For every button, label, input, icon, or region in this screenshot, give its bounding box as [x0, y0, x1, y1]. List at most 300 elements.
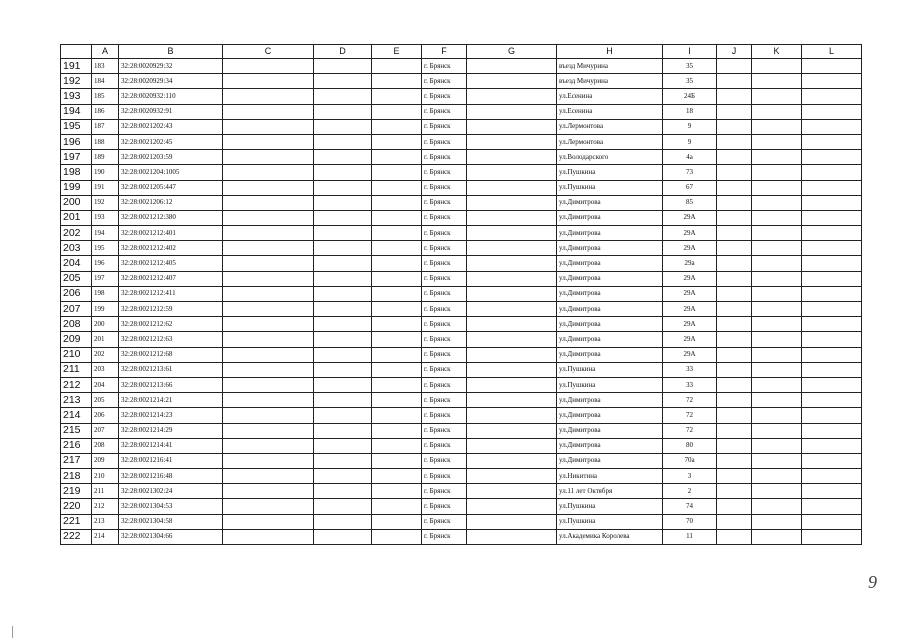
row-number[interactable]: 200	[61, 195, 92, 210]
cell-d[interactable]	[314, 453, 372, 468]
cell-j[interactable]	[717, 362, 752, 377]
cell-c[interactable]	[223, 347, 314, 362]
cell-i[interactable]: 29а	[663, 256, 717, 271]
row-number[interactable]: 218	[61, 469, 92, 484]
cell-c[interactable]	[223, 150, 314, 165]
cell-d[interactable]	[314, 362, 372, 377]
cell-a[interactable]: 186	[92, 104, 119, 119]
cell-l[interactable]	[802, 134, 862, 149]
cell-i[interactable]: 29А	[663, 210, 717, 225]
cell-b[interactable]: 32:28:0021212:380	[119, 210, 223, 225]
cell-e[interactable]	[372, 514, 422, 529]
cell-c[interactable]	[223, 302, 314, 317]
cell-b[interactable]: 32:28:0021214:41	[119, 438, 223, 453]
cell-c[interactable]	[223, 514, 314, 529]
cell-j[interactable]	[717, 271, 752, 286]
cell-i[interactable]: 9	[663, 119, 717, 134]
cell-d[interactable]	[314, 438, 372, 453]
cell-k[interactable]	[752, 377, 802, 392]
cell-d[interactable]	[314, 514, 372, 529]
cell-g[interactable]	[467, 241, 557, 256]
cell-b[interactable]: 32:28:0021216:48	[119, 469, 223, 484]
cell-d[interactable]	[314, 317, 372, 332]
cell-g[interactable]	[467, 438, 557, 453]
cell-f[interactable]: г. Брянск	[422, 393, 467, 408]
cell-l[interactable]	[802, 165, 862, 180]
cell-h[interactable]: ул.Пушкина	[557, 377, 663, 392]
cell-c[interactable]	[223, 165, 314, 180]
cell-l[interactable]	[802, 469, 862, 484]
cell-i[interactable]: 29А	[663, 317, 717, 332]
cell-j[interactable]	[717, 74, 752, 89]
cell-f[interactable]: г. Брянск	[422, 286, 467, 301]
cell-e[interactable]	[372, 362, 422, 377]
cell-l[interactable]	[802, 438, 862, 453]
cell-b[interactable]: 32:28:0021206:12	[119, 195, 223, 210]
cell-a[interactable]: 188	[92, 134, 119, 149]
cell-h[interactable]: ул.Димитрова	[557, 241, 663, 256]
cell-e[interactable]	[372, 286, 422, 301]
cell-i[interactable]: 33	[663, 362, 717, 377]
cell-a[interactable]: 195	[92, 241, 119, 256]
cell-g[interactable]	[467, 210, 557, 225]
cell-e[interactable]	[372, 499, 422, 514]
row-number[interactable]: 205	[61, 271, 92, 286]
cell-j[interactable]	[717, 377, 752, 392]
row-number[interactable]: 207	[61, 302, 92, 317]
cell-g[interactable]	[467, 165, 557, 180]
cell-l[interactable]	[802, 210, 862, 225]
cell-f[interactable]: г. Брянск	[422, 210, 467, 225]
cell-j[interactable]	[717, 180, 752, 195]
cell-k[interactable]	[752, 150, 802, 165]
cell-a[interactable]: 196	[92, 256, 119, 271]
cell-d[interactable]	[314, 210, 372, 225]
cell-j[interactable]	[717, 119, 752, 134]
cell-c[interactable]	[223, 226, 314, 241]
cell-l[interactable]	[802, 150, 862, 165]
cell-e[interactable]	[372, 377, 422, 392]
row-number[interactable]: 222	[61, 529, 92, 544]
row-number[interactable]: 208	[61, 317, 92, 332]
cell-c[interactable]	[223, 469, 314, 484]
cell-f[interactable]: г. Брянск	[422, 362, 467, 377]
cell-e[interactable]	[372, 469, 422, 484]
cell-k[interactable]	[752, 74, 802, 89]
row-number[interactable]: 198	[61, 165, 92, 180]
cell-b[interactable]: 32:28:0020929:34	[119, 74, 223, 89]
cell-d[interactable]	[314, 484, 372, 499]
cell-e[interactable]	[372, 256, 422, 271]
cell-e[interactable]	[372, 302, 422, 317]
cell-e[interactable]	[372, 165, 422, 180]
cell-h[interactable]: ул.11 лет Октября	[557, 484, 663, 499]
cell-j[interactable]	[717, 150, 752, 165]
cell-k[interactable]	[752, 226, 802, 241]
cell-c[interactable]	[223, 362, 314, 377]
cell-i[interactable]: 85	[663, 195, 717, 210]
cell-c[interactable]	[223, 332, 314, 347]
cell-i[interactable]: 67	[663, 180, 717, 195]
cell-c[interactable]	[223, 210, 314, 225]
cell-a[interactable]: 197	[92, 271, 119, 286]
cell-b[interactable]: 32:28:0021212:407	[119, 271, 223, 286]
cell-i[interactable]: 2	[663, 484, 717, 499]
cell-c[interactable]	[223, 529, 314, 544]
cell-k[interactable]	[752, 271, 802, 286]
cell-d[interactable]	[314, 74, 372, 89]
cell-k[interactable]	[752, 453, 802, 468]
cell-b[interactable]: 32:28:0021304:58	[119, 514, 223, 529]
cell-h[interactable]: ул.Лермонтова	[557, 119, 663, 134]
cell-j[interactable]	[717, 499, 752, 514]
cell-c[interactable]	[223, 377, 314, 392]
row-number[interactable]: 211	[61, 362, 92, 377]
row-number[interactable]: 199	[61, 180, 92, 195]
cell-k[interactable]	[752, 89, 802, 104]
cell-d[interactable]	[314, 271, 372, 286]
cell-k[interactable]	[752, 408, 802, 423]
cell-i[interactable]: 4а	[663, 150, 717, 165]
cell-a[interactable]: 193	[92, 210, 119, 225]
cell-h[interactable]: ул.Димитрова	[557, 347, 663, 362]
cell-g[interactable]	[467, 362, 557, 377]
cell-j[interactable]	[717, 332, 752, 347]
cell-i[interactable]: 29А	[663, 302, 717, 317]
cell-f[interactable]: г. Брянск	[422, 150, 467, 165]
cell-e[interactable]	[372, 484, 422, 499]
cell-l[interactable]	[802, 347, 862, 362]
cell-g[interactable]	[467, 469, 557, 484]
cell-l[interactable]	[802, 74, 862, 89]
cell-j[interactable]	[717, 469, 752, 484]
cell-a[interactable]: 202	[92, 347, 119, 362]
cell-a[interactable]: 201	[92, 332, 119, 347]
cell-f[interactable]: г. Брянск	[422, 469, 467, 484]
cell-d[interactable]	[314, 241, 372, 256]
cell-i[interactable]: 72	[663, 393, 717, 408]
cell-k[interactable]	[752, 362, 802, 377]
cell-d[interactable]	[314, 89, 372, 104]
cell-b[interactable]: 32:28:0021202:45	[119, 134, 223, 149]
cell-i[interactable]: 35	[663, 74, 717, 89]
row-number[interactable]: 210	[61, 347, 92, 362]
cell-a[interactable]: 189	[92, 150, 119, 165]
row-number[interactable]: 212	[61, 377, 92, 392]
cell-a[interactable]: 213	[92, 514, 119, 529]
cell-f[interactable]: г. Брянск	[422, 74, 467, 89]
cell-d[interactable]	[314, 226, 372, 241]
cell-c[interactable]	[223, 484, 314, 499]
cell-b[interactable]: 32:28:0021212:59	[119, 302, 223, 317]
cell-f[interactable]: г. Брянск	[422, 119, 467, 134]
cell-b[interactable]: 32:28:0021212:402	[119, 241, 223, 256]
cell-e[interactable]	[372, 408, 422, 423]
cell-f[interactable]: г. Брянск	[422, 195, 467, 210]
cell-b[interactable]: 32:28:0021214:21	[119, 393, 223, 408]
cell-l[interactable]	[802, 226, 862, 241]
cell-g[interactable]	[467, 74, 557, 89]
cell-c[interactable]	[223, 195, 314, 210]
row-number[interactable]: 193	[61, 89, 92, 104]
cell-d[interactable]	[314, 180, 372, 195]
cell-g[interactable]	[467, 423, 557, 438]
cell-k[interactable]	[752, 514, 802, 529]
cell-b[interactable]: 32:28:0021213:66	[119, 377, 223, 392]
cell-e[interactable]	[372, 529, 422, 544]
cell-j[interactable]	[717, 393, 752, 408]
cell-b[interactable]: 32:28:0021203:59	[119, 150, 223, 165]
cell-e[interactable]	[372, 438, 422, 453]
cell-j[interactable]	[717, 514, 752, 529]
cell-i[interactable]: 73	[663, 165, 717, 180]
cell-c[interactable]	[223, 499, 314, 514]
cell-g[interactable]	[467, 453, 557, 468]
cell-a[interactable]: 207	[92, 423, 119, 438]
cell-a[interactable]: 203	[92, 362, 119, 377]
cell-i[interactable]: 70	[663, 514, 717, 529]
cell-f[interactable]: г. Брянск	[422, 499, 467, 514]
cell-h[interactable]: ул.Димитрова	[557, 393, 663, 408]
cell-d[interactable]	[314, 408, 372, 423]
cell-a[interactable]: 185	[92, 89, 119, 104]
cell-h[interactable]: ул.Димитрова	[557, 210, 663, 225]
cell-l[interactable]	[802, 317, 862, 332]
row-number[interactable]: 195	[61, 119, 92, 134]
cell-g[interactable]	[467, 271, 557, 286]
cell-l[interactable]	[802, 453, 862, 468]
cell-g[interactable]	[467, 119, 557, 134]
cell-a[interactable]: 183	[92, 59, 119, 74]
cell-l[interactable]	[802, 514, 862, 529]
cell-e[interactable]	[372, 241, 422, 256]
cell-a[interactable]: 206	[92, 408, 119, 423]
row-number[interactable]: 216	[61, 438, 92, 453]
cell-i[interactable]: 29А	[663, 271, 717, 286]
cell-d[interactable]	[314, 150, 372, 165]
cell-b[interactable]: 32:28:0021204:1005	[119, 165, 223, 180]
cell-f[interactable]: г. Брянск	[422, 332, 467, 347]
cell-h[interactable]: ул.Есенина	[557, 89, 663, 104]
cell-e[interactable]	[372, 423, 422, 438]
cell-c[interactable]	[223, 286, 314, 301]
cell-g[interactable]	[467, 302, 557, 317]
cell-f[interactable]: г. Брянск	[422, 529, 467, 544]
cell-c[interactable]	[223, 438, 314, 453]
cell-d[interactable]	[314, 302, 372, 317]
cell-i[interactable]: 72	[663, 423, 717, 438]
cell-k[interactable]	[752, 484, 802, 499]
cell-j[interactable]	[717, 241, 752, 256]
cell-l[interactable]	[802, 195, 862, 210]
cell-b[interactable]: 32:28:0021214:23	[119, 408, 223, 423]
cell-d[interactable]	[314, 423, 372, 438]
row-number[interactable]: 201	[61, 210, 92, 225]
cell-f[interactable]: г. Брянск	[422, 134, 467, 149]
cell-l[interactable]	[802, 423, 862, 438]
cell-e[interactable]	[372, 119, 422, 134]
cell-e[interactable]	[372, 453, 422, 468]
row-number[interactable]: 221	[61, 514, 92, 529]
cell-i[interactable]: 29А	[663, 286, 717, 301]
cell-k[interactable]	[752, 104, 802, 119]
cell-j[interactable]	[717, 256, 752, 271]
cell-d[interactable]	[314, 195, 372, 210]
cell-g[interactable]	[467, 195, 557, 210]
cell-i[interactable]: 9	[663, 134, 717, 149]
cell-g[interactable]	[467, 347, 557, 362]
cell-d[interactable]	[314, 529, 372, 544]
cell-f[interactable]: г. Брянск	[422, 302, 467, 317]
cell-g[interactable]	[467, 256, 557, 271]
cell-f[interactable]: г. Брянск	[422, 241, 467, 256]
cell-l[interactable]	[802, 256, 862, 271]
cell-g[interactable]	[467, 150, 557, 165]
cell-e[interactable]	[372, 89, 422, 104]
cell-d[interactable]	[314, 499, 372, 514]
cell-b[interactable]: 32:28:0021214:29	[119, 423, 223, 438]
cell-a[interactable]: 214	[92, 529, 119, 544]
cell-j[interactable]	[717, 438, 752, 453]
cell-h[interactable]: ул.Димитрова	[557, 195, 663, 210]
cell-i[interactable]: 11	[663, 529, 717, 544]
cell-a[interactable]: 192	[92, 195, 119, 210]
cell-h[interactable]: ул.Пушкина	[557, 514, 663, 529]
row-number[interactable]: 213	[61, 393, 92, 408]
cell-f[interactable]: г. Брянск	[422, 347, 467, 362]
cell-c[interactable]	[223, 89, 314, 104]
cell-d[interactable]	[314, 377, 372, 392]
cell-i[interactable]: 35	[663, 59, 717, 74]
cell-e[interactable]	[372, 195, 422, 210]
cell-b[interactable]: 32:28:0021212:63	[119, 332, 223, 347]
cell-l[interactable]	[802, 499, 862, 514]
cell-e[interactable]	[372, 59, 422, 74]
cell-i[interactable]: 70а	[663, 453, 717, 468]
row-number[interactable]: 192	[61, 74, 92, 89]
cell-j[interactable]	[717, 134, 752, 149]
cell-e[interactable]	[372, 210, 422, 225]
cell-h[interactable]: ул.Димитрова	[557, 226, 663, 241]
cell-h[interactable]: ул.Академика Королева	[557, 529, 663, 544]
cell-d[interactable]	[314, 134, 372, 149]
cell-j[interactable]	[717, 529, 752, 544]
cell-c[interactable]	[223, 104, 314, 119]
cell-g[interactable]	[467, 529, 557, 544]
cell-j[interactable]	[717, 484, 752, 499]
cell-e[interactable]	[372, 74, 422, 89]
cell-l[interactable]	[802, 302, 862, 317]
cell-h[interactable]: ул.Володарского	[557, 150, 663, 165]
cell-a[interactable]: 211	[92, 484, 119, 499]
cell-k[interactable]	[752, 438, 802, 453]
cell-f[interactable]: г. Брянск	[422, 271, 467, 286]
cell-f[interactable]: г. Брянск	[422, 59, 467, 74]
cell-h[interactable]: ул.Димитрова	[557, 256, 663, 271]
cell-h[interactable]: ул.Пушкина	[557, 499, 663, 514]
cell-d[interactable]	[314, 332, 372, 347]
cell-l[interactable]	[802, 241, 862, 256]
cell-e[interactable]	[372, 104, 422, 119]
cell-j[interactable]	[717, 423, 752, 438]
cell-l[interactable]	[802, 332, 862, 347]
cell-h[interactable]: ул.Димитрова	[557, 453, 663, 468]
row-number[interactable]: 203	[61, 241, 92, 256]
cell-g[interactable]	[467, 332, 557, 347]
cell-b[interactable]: 32:28:0021213:61	[119, 362, 223, 377]
cell-a[interactable]: 204	[92, 377, 119, 392]
cell-c[interactable]	[223, 74, 314, 89]
cell-f[interactable]: г. Брянск	[422, 438, 467, 453]
cell-c[interactable]	[223, 408, 314, 423]
cell-g[interactable]	[467, 317, 557, 332]
cell-h[interactable]: ул.Димитрова	[557, 302, 663, 317]
cell-h[interactable]: въезд Мичурина	[557, 59, 663, 74]
cell-g[interactable]	[467, 377, 557, 392]
cell-e[interactable]	[372, 347, 422, 362]
cell-c[interactable]	[223, 180, 314, 195]
cell-b[interactable]: 32:28:0021205:447	[119, 180, 223, 195]
cell-h[interactable]: ул.Димитрова	[557, 317, 663, 332]
row-number[interactable]: 215	[61, 423, 92, 438]
cell-a[interactable]: 199	[92, 302, 119, 317]
cell-h[interactable]: ул.Димитрова	[557, 438, 663, 453]
cell-j[interactable]	[717, 286, 752, 301]
cell-h[interactable]: ул.Димитрова	[557, 271, 663, 286]
cell-i[interactable]: 18	[663, 104, 717, 119]
cell-b[interactable]: 32:28:0021212:405	[119, 256, 223, 271]
cell-i[interactable]: 33	[663, 377, 717, 392]
cell-k[interactable]	[752, 195, 802, 210]
cell-k[interactable]	[752, 499, 802, 514]
cell-e[interactable]	[372, 150, 422, 165]
cell-h[interactable]: ул.Пушкина	[557, 165, 663, 180]
cell-j[interactable]	[717, 165, 752, 180]
cell-l[interactable]	[802, 119, 862, 134]
cell-a[interactable]: 200	[92, 317, 119, 332]
cell-l[interactable]	[802, 180, 862, 195]
cell-d[interactable]	[314, 104, 372, 119]
row-number[interactable]: 196	[61, 134, 92, 149]
cell-k[interactable]	[752, 332, 802, 347]
cell-a[interactable]: 205	[92, 393, 119, 408]
cell-b[interactable]: 32:28:0020932:110	[119, 89, 223, 104]
cell-a[interactable]: 212	[92, 499, 119, 514]
cell-c[interactable]	[223, 119, 314, 134]
row-number[interactable]: 197	[61, 150, 92, 165]
cell-b[interactable]: 32:28:0021212:62	[119, 317, 223, 332]
cell-d[interactable]	[314, 59, 372, 74]
cell-g[interactable]	[467, 408, 557, 423]
row-number[interactable]: 214	[61, 408, 92, 423]
cell-c[interactable]	[223, 241, 314, 256]
cell-c[interactable]	[223, 317, 314, 332]
cell-e[interactable]	[372, 226, 422, 241]
cell-a[interactable]: 198	[92, 286, 119, 301]
cell-g[interactable]	[467, 286, 557, 301]
cell-h[interactable]: ул.Лермонтова	[557, 134, 663, 149]
cell-g[interactable]	[467, 514, 557, 529]
cell-d[interactable]	[314, 256, 372, 271]
cell-f[interactable]: г. Брянск	[422, 165, 467, 180]
cell-h[interactable]: въезд Мичурина	[557, 74, 663, 89]
cell-a[interactable]: 209	[92, 453, 119, 468]
cell-g[interactable]	[467, 104, 557, 119]
cell-h[interactable]: ул.Пушкина	[557, 180, 663, 195]
row-number[interactable]: 191	[61, 59, 92, 74]
cell-i[interactable]: 29А	[663, 332, 717, 347]
cell-c[interactable]	[223, 256, 314, 271]
